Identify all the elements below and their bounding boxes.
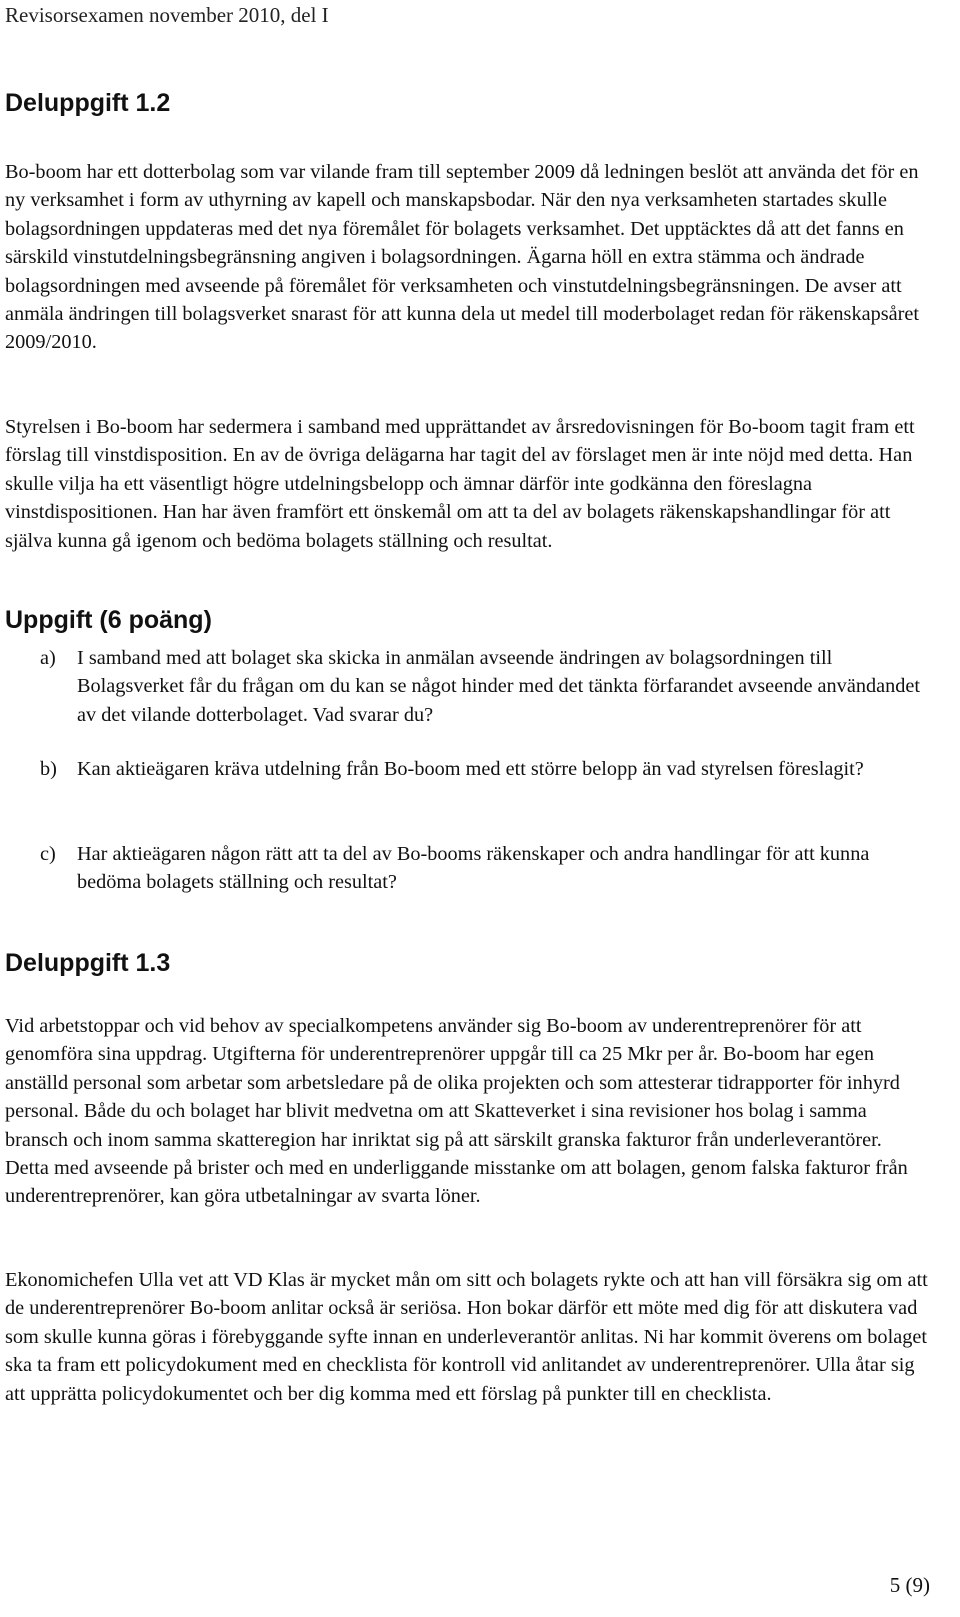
task-text-c: Har aktieägaren någon rätt att ta del av Bo-booms räkenskaper och andra handlingar för att kunna bedöma bolagets ställning och resultat?	[77, 843, 870, 894]
task-text-a: I samband med att bolaget ska skicka in anmälan avseende ändringen av bolagsordningen till Bolagsverket får du frågan om du kan se något hinder med det tänkta förfarandet avseende användandet av det vilande dotterbolaget. Vad svarar du?	[77, 647, 921, 726]
heading-uppgift: Uppgift (6 poäng)	[5, 606, 212, 634]
page-number: 5 (9)	[889, 1573, 930, 1597]
task-text-b: Kan aktieägaren kräva utdelning från Bo-boom med ett större belopp än vad styrelsen föreslagit?	[77, 758, 864, 780]
task-letter-c: c)	[40, 843, 56, 865]
task-letter-a: a)	[40, 647, 56, 669]
document-header: Revisorsexamen november 2010, del I	[5, 3, 329, 27]
task-item-b	[40, 755, 930, 783]
paragraph-1-2-second: Styrelsen i Bo-boom har sedermera i samband med upprättandet av årsredovisningen för Bo-boom tagit fram ett förslag till vinstdisposition. En av de övriga delägarna har tagit del av förslaget men är inte nöjd med detta. Han skulle vilja ha ett väsentligt högre utdelningsbelopp och ämnar därför inte godkänna den föreslagna vinstdispositionen. Han har även framfört ett önskemål om att ta del av bolagets räkenskapshandlingar för att själva kunna gå igenom och bedöma bolagets ställning och resultat.	[5, 416, 915, 552]
heading-deluppgift-1-3: Deluppgift 1.3	[5, 949, 171, 977]
task-item-c	[40, 840, 930, 897]
paragraph-1-2-first: Bo-boom har ett dotterbolag som var vilande fram till september 2009 då ledningen beslöt att använda det för en ny verksamhet i form av uthyrning av kapell och manskapsbodar. När den nya verksamheten startades skulle bolagsordningen uppdateras med det nya föremålet för bolagets verksamhet. Det upptäcktes då att det fanns en särskild vinstutdelningsbegränsning angiven i bolagsordningen. Ägarna höll en extra stämma och ändrade bolagsordningen med avseende på föremålet för verksamheten och vinstutdelningsbegränsningen. De avser att anmäla ändringen till bolagsverket snarast för att kunna dela ut medel till moderbolaget redan för räkenskapsåret 2009/2010.	[5, 161, 920, 354]
paragraph-1-3-first: Vid arbetstoppar och vid behov av specialkompetens använder sig Bo-boom av underentreprenörer för att genomföra sina uppdrag. Utgifterna för underentreprenörer uppgår till ca 25 Mkr per år. Bo-boom har egen anställd personal som arbetar som arbetsledare på de olika projekten och som attesterar tidrapporter för inhyrd personal. Både du och bolaget har blivit medvetna om att Skatteverket i sina revisioner hos bolag i samma bransch och inom samma skatteregion har inriktat sig på att särskilt granska fakturor från underleverantörer. Detta med avseende på brister och med en underliggande misstanke om att bolagen, genom falska fakturor från underentreprenörer, kan göra utbetalningar av svarta löner.	[5, 1015, 908, 1208]
task-letter-b: b)	[40, 758, 57, 780]
heading-deluppgift-1-2: Deluppgift 1.2	[5, 89, 171, 117]
task-item-a	[40, 644, 930, 729]
paragraph-1-3-second: Ekonomichefen Ulla vet att VD Klas är mycket mån om sitt och bolagets rykte och att han vill försäkra sig om att de underentreprenörer Bo-boom anlitar också är seriösa. Hon bokar därför ett möte med dig för att diskutera vad som skulle kunna göras i förebyggande syfte innan en underleverantör anlitas. Ni har kommit överens om bolaget ska ta fram ett policydokument med en checklista för kontroll vid anlitandet av underentreprenörer. Ulla åtar sig att upprätta policydokumentet och ber dig komma med ett förslag på punkter till en checklista.	[5, 1269, 928, 1405]
